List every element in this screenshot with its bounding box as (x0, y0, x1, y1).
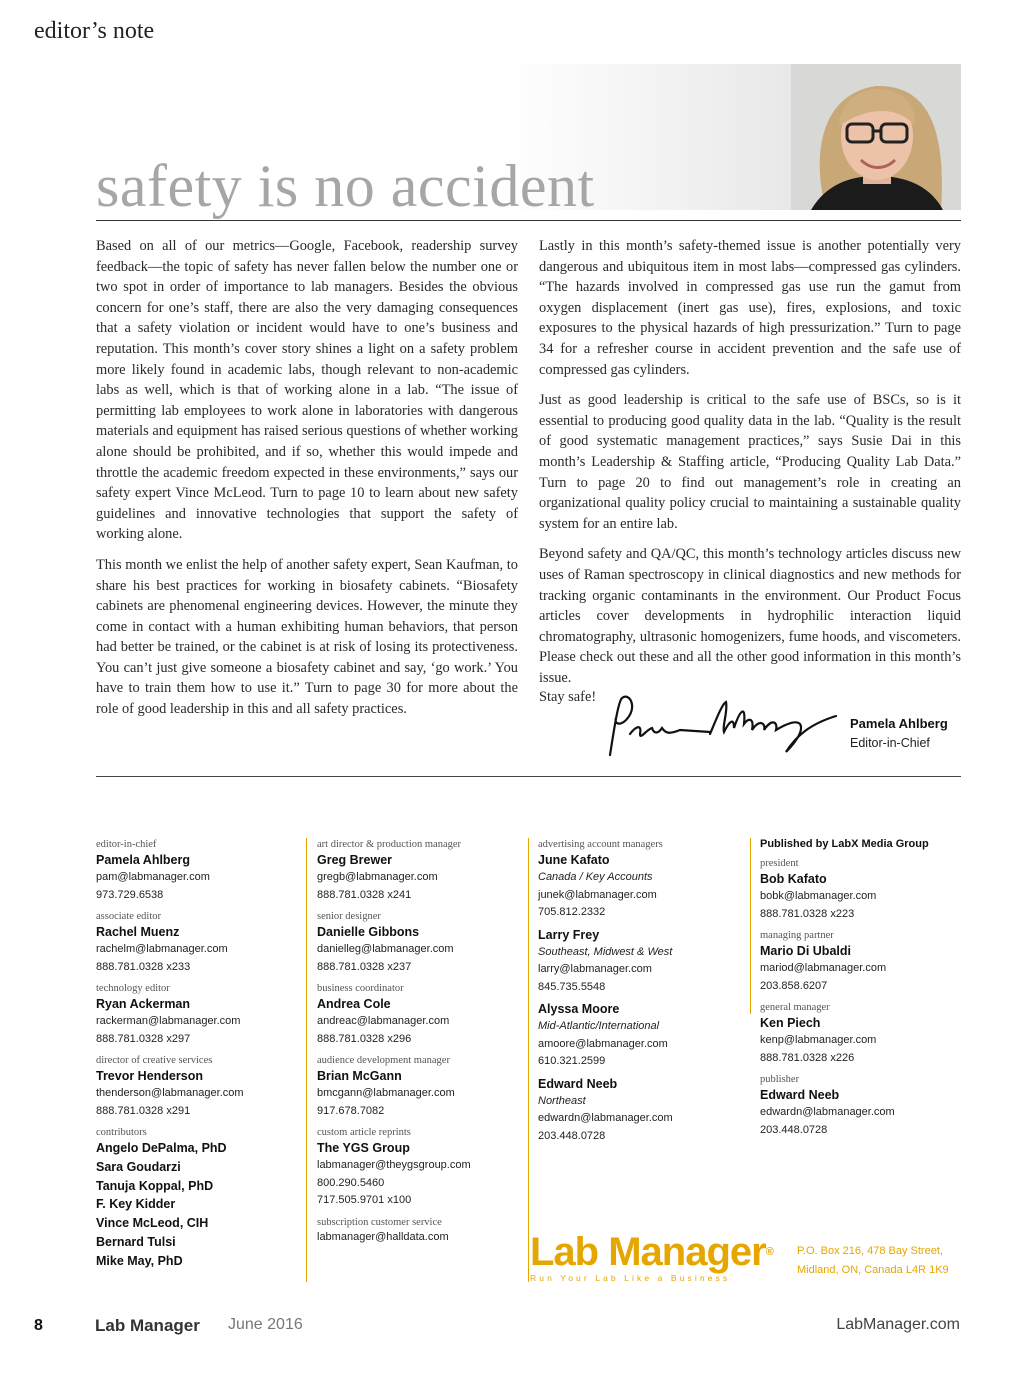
published-by: Published by LabX Media Group (760, 838, 929, 850)
masthead-column-production (317, 838, 527, 1246)
section-label: editor’s note (34, 18, 155, 44)
column-divider (750, 838, 751, 1014)
contributor-name: Tanuja Koppal, PhD (96, 1178, 214, 1193)
person-email: larry@labmanager.com (538, 963, 652, 975)
person-phone: 888.781.0328 x296 (317, 1032, 412, 1045)
person-phone: 973.729.6538 (96, 888, 164, 901)
person-phone: 800.290.5460 (317, 1176, 385, 1189)
person-name: The YGS Group (317, 1141, 410, 1155)
masthead-column-publisher (760, 838, 970, 1139)
person-name: Trevor Henderson (96, 1069, 203, 1083)
paragraph: This month we enlist the help of another safety expert, Sean Kaufman, to share his best practices for working in biosafety cabinets. “Biosafety cabinets are phenomenal engineering devices. However, the minute they come in contact with a human exhibiting human behaviors, that person had better be trained, or the cabinet is at risk of losing its protectiveness. You can’t just give someone a biosafety cabinet and say, ‘go work.’ You have to train them how to use it.” Turn to page 30 for more about the role of good leadership in this and all safety practices. (96, 556, 518, 718)
article-column-right (539, 236, 961, 698)
person-phone: 888.781.0328 x241 (317, 888, 412, 901)
role-label: general manager (760, 1002, 830, 1013)
person-phone: 610.321.2599 (538, 1055, 606, 1067)
signoff-name: Pamela Ahlberg (850, 716, 948, 731)
masthead-column-editorial (96, 838, 306, 1271)
person-email: junek@labmanager.com (538, 888, 657, 901)
contributor-name: Bernard Tulsi (96, 1234, 176, 1249)
person-name: June Kafato (538, 853, 610, 867)
person-phone: 888.781.0328 x291 (96, 1104, 191, 1117)
masthead-rule (96, 776, 961, 777)
person-name: Ryan Ackerman (96, 997, 191, 1011)
role-label: senior designer (317, 911, 381, 922)
logo-tagline: Run Your Lab Like a Business (530, 1273, 731, 1283)
person-name: Edward Neeb (538, 1076, 618, 1091)
paragraph: Lastly in this month’s safety-themed issue is another potentially very dangerous and ubiquitous item in most labs—compressed gas cylinders. “The hazards involved in compressed gas use run the gamut from oxygen displacement (inert gas use), fires, explosions, and toxic exposures to the physical hazards of high pressurization.” Turn to page 34 for a refresher course in accident prevention and the safe use of compressed gas cylinders. (539, 238, 961, 378)
person-name: Rachel Muenz (96, 925, 180, 939)
person-email: labmanager@theygsgroup.com (317, 1159, 471, 1171)
person-name: Ken Piech (760, 1016, 821, 1030)
contributor-name: Angelo DePalma, PhD (96, 1141, 227, 1155)
role-label: contributors (96, 1127, 147, 1138)
person-region: Northeast (538, 1094, 586, 1107)
person-name: Mario Di Ubaldi (760, 944, 851, 958)
person-email: kenp@labmanager.com (760, 1034, 877, 1046)
page-number: 8 (34, 1317, 43, 1334)
role-label: subscription customer service (317, 1216, 442, 1228)
person-email: labmanager@halldata.com (317, 1230, 449, 1243)
person-phone: 203.858.6207 (760, 979, 828, 992)
footer-website-link[interactable]: LabManager.com (836, 1316, 960, 1333)
person-phone: 888.781.0328 x226 (760, 1051, 855, 1064)
person-region: Mid-Atlantic/International (538, 1020, 660, 1032)
logo-wordmark (530, 1232, 785, 1272)
person-email: bmcgann@labmanager.com (317, 1087, 455, 1099)
person-email: andreac@labmanager.com (317, 1015, 450, 1027)
person-email: pam@labmanager.com (96, 871, 210, 883)
logo-registered-mark: ® (765, 1246, 774, 1258)
signoff-title: Editor-in-Chief (850, 736, 930, 750)
contributor-name: Vince McLeod, CIH (96, 1216, 209, 1231)
person-email: danielleg@labmanager.com (317, 943, 454, 955)
person-region: Canada / Key Accounts (538, 871, 653, 883)
role-label: managing partner (760, 930, 834, 941)
address-line: P.O. Box 216, 478 Bay Street, (797, 1245, 943, 1257)
lab-manager-logo (530, 1232, 785, 1284)
person-phone: 845.735.5548 (538, 980, 606, 993)
person-email: rachelm@labmanager.com (96, 943, 228, 955)
person-name: Brian McGann (317, 1069, 402, 1083)
contributor-name: F. Key Kidder (96, 1197, 176, 1212)
person-email: edwardn@labmanager.com (538, 1112, 673, 1124)
footer-issue-date: June 2016 (228, 1316, 303, 1333)
role-label: director of creative services (96, 1055, 213, 1066)
role-label: art director & production manager (317, 839, 462, 850)
person-email: rackerman@labmanager.com (96, 1015, 241, 1027)
role-label: custom article reprints (317, 1127, 411, 1138)
person-phone: 717.505.9701 x100 (317, 1194, 412, 1206)
person-name: Danielle Gibbons (317, 925, 420, 939)
publisher-address (797, 1242, 949, 1280)
person-email: gregb@labmanager.com (317, 871, 438, 883)
role-label: president (760, 858, 799, 869)
paragraph: Beyond safety and QA/QC, this month’s technology articles discuss new uses of Raman spectroscopy in clinical diagnostics and new methods for tracking organic contaminants in the environment. Our Product Focus articles cover developments in hydrophilic interaction liquid chromatography, ultrasonic homogenizers, fume hoods, and viscometers. Please check out these and all the other good information in this month’s issue. (539, 546, 961, 686)
role-label: audience development manager (317, 1055, 450, 1066)
role-label: advertising account managers (538, 839, 663, 850)
role-label: technology editor (96, 983, 170, 994)
address-line: Midland, ON, Canada L4R 1K9 (797, 1264, 949, 1276)
paragraph: Just as good leadership is critical to the safe use of BSCs, so is it essential to producing good quality data in the lab. “Quality is the result of good systematic management practices,” says Susie Dai in this month’s Leadership & Staffing article, “Producing Quality Lab Data.” Turn to page 20 to find out management’s role in creating an organizational quality policy crucial to maintaining a sustainable quality system for an entire lab. (539, 392, 961, 532)
paragraph: Based on all of our metrics—Google, Facebook, readership survey feedback—the topic of safety has never fallen below the number one or two spot in order of importance to lab managers. Besides the obvious concern for one’s staff, there are also the very damaging consequences that a safety violation or incident would have to one’s business and reputation. This month’s cover story shines a light on a safety problem more likely found in academic labs, though relevant to non-academic labs as well, which is that of working alone in a lab. “The issue of permitting lab employees to work alone in laboratories with dangerous materials and equipment has raised serious questions of whether working alone should be prohibited, and if so, whether this would impede and throttle the academic freedom expected in these environments,” says our safety expert Vince McLeod. Turn to page 10 to learn about new safety guidelines and innovative technologies that support the safety of working alone. (96, 238, 518, 543)
article-column-left (96, 236, 518, 730)
person-name: Edward Neeb (760, 1088, 840, 1102)
person-phone: 203.448.0728 (760, 1123, 828, 1136)
contributor-name: Sara Goudarzi (96, 1159, 181, 1174)
role-label: publisher (760, 1074, 800, 1085)
person-name: Larry Frey (538, 927, 600, 942)
person-phone: 888.781.0328 x297 (96, 1032, 191, 1045)
person-phone: 888.781.0328 x237 (317, 960, 412, 973)
headline: safety is no accident (96, 153, 595, 219)
column-divider (306, 838, 307, 1282)
person-phone: 888.781.0328 x223 (760, 907, 855, 920)
masthead-column-advertising (538, 838, 748, 1145)
editor-photo (791, 64, 961, 210)
person-region: Southeast, Midwest & West (538, 945, 673, 958)
person-phone: 888.781.0328 x233 (96, 960, 191, 973)
person-phone: 705.812.2332 (538, 906, 606, 918)
person-phone: 203.448.0728 (538, 1129, 606, 1142)
footer-magazine-name: Lab Manager (95, 1316, 200, 1335)
role-label: editor-in-chief (96, 839, 157, 850)
person-name: Alyssa Moore (538, 1002, 620, 1016)
logo-text: Lab Manager (530, 1230, 766, 1274)
person-email: edwardn@labmanager.com (760, 1106, 895, 1118)
closing-line: Stay safe! (539, 689, 597, 705)
person-name: Andrea Cole (317, 997, 391, 1011)
person-email: thenderson@labmanager.com (96, 1087, 244, 1099)
signature-image (600, 690, 840, 760)
person-email: mariod@labmanager.com (760, 962, 887, 974)
contributor-name: Mike May, PhD (96, 1253, 183, 1268)
role-label: business coordinator (317, 983, 404, 994)
person-phone: 917.678.7082 (317, 1104, 385, 1117)
person-name: Bob Kafato (760, 872, 827, 886)
person-name: Pamela Ahlberg (96, 853, 191, 867)
column-divider (528, 838, 529, 1282)
person-email: bobk@labmanager.com (760, 890, 877, 902)
person-email: amoore@labmanager.com (538, 1037, 668, 1050)
role-label: associate editor (96, 911, 162, 922)
top-rule (96, 220, 961, 221)
person-name: Greg Brewer (317, 853, 393, 867)
